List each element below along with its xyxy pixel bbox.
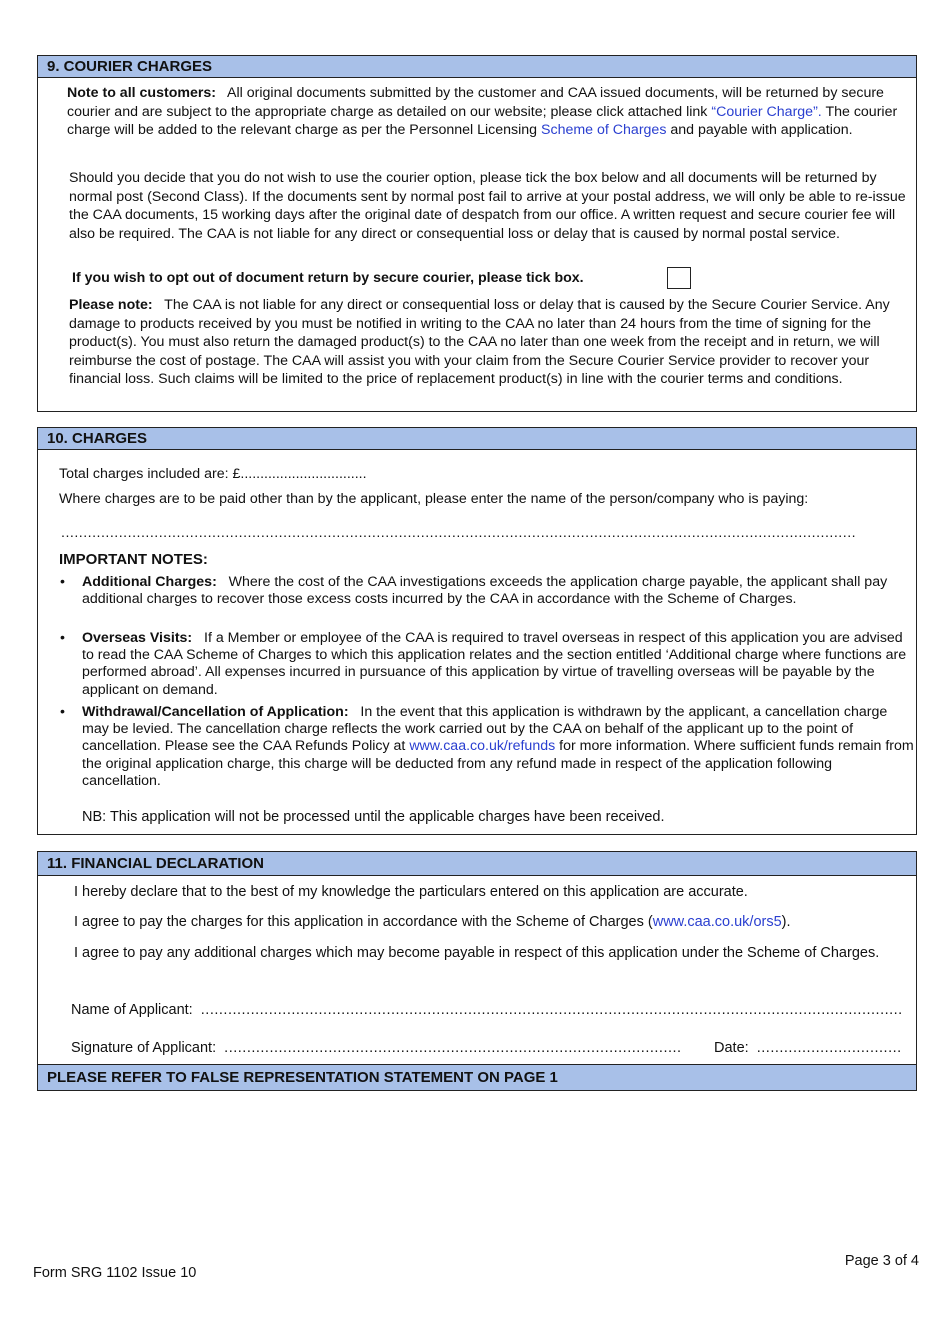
important-notes-heading: IMPORTANT NOTES: <box>59 551 208 568</box>
note-overseas-visits <box>82 630 912 699</box>
note-text-c: and payable with application. <box>670 122 853 139</box>
declaration-additional: I agree to pay any additional charges which may become payable in respect of this application under the Scheme of Charges. <box>74 945 880 961</box>
note-label: Note to all customers: <box>67 85 216 101</box>
refunds-link[interactable]: www.caa.co.uk/refunds <box>409 738 556 755</box>
scheme-of-charges-link[interactable]: Scheme of Charges <box>541 122 667 139</box>
section-financial-declaration <box>37 851 917 1091</box>
please-note-text: The CAA is not liable for any direct or consequential loss or delay that is caused by the Secure Courier Service. Any damage to products received by you must be notified in writing to the CAA no later than 24 hours from the time of signing for the product(s). You must also return the damaged product(s) to the CAA no later than one week from the receipt and in return, we will reimburse the cost of postage. The CAA will assist you with your claim from the Secure Courier Service provider to recover your financial loss. Such claims will be limited to the price of replacement product(s) in line with the courier terms and conditions. <box>69 297 890 388</box>
section-header: 11. FINANCIAL DECLARATION <box>38 852 916 876</box>
section-header: 10. CHARGES <box>38 428 916 450</box>
note-text: Where the cost of the CAA investigations exceeds the application charge payable, the applicant shall pay additional charges to recover those excess costs incurred by the CAA in accordance with the Scheme of Charges. <box>82 574 888 608</box>
please-note-label: Please note: <box>69 297 153 313</box>
please-note-paragraph <box>69 296 912 389</box>
false-representation-bar: PLEASE REFER TO FALSE REPRESENTATION STATEMENT ON PAGE 1 <box>38 1064 916 1090</box>
nb-note: NB: This application will not be processed until the applicable charges have been received. <box>82 809 665 825</box>
declaration-charges <box>74 913 894 932</box>
date-row <box>714 1039 904 1058</box>
note-text-a: In the event that this application is withdrawn by the applicant, a cancellation charge may be levied. The cancellation charge reflects the work carried out by the CAA on behalf of the applicant up to the point of cancellation. Please see the CAA Refunds Policy at <box>82 704 888 755</box>
opt-out-label: If you wish to opt out of document return by secure courier, please tick box. <box>72 270 584 286</box>
total-charges-field[interactable]: Total charges included are: £................................ <box>59 466 367 482</box>
courier-charge-link[interactable]: “Courier Charge”. <box>711 103 822 120</box>
payer-name-field[interactable]: ................................................................................................................................................................................... <box>61 525 857 541</box>
note-text: If a Member or employee of the CAA is required to travel overseas in respect of this application you are advised to read the CAA Scheme of Charges to which this application relates and the section entitled ‘Additional charge where functions are performed abroad’. All expenses incurred in pursuance of this application by virtue of travelling overseas will be payable by the applicant on demand. <box>82 630 907 698</box>
declaration-accuracy: I hereby declare that to the best of my knowledge the particulars entered on this application are accurate. <box>74 884 748 900</box>
section-charges <box>37 427 917 835</box>
note-text-b: The courier charge will be added to the relevant charge as per the Personnel Licensing <box>67 103 898 139</box>
note-to-customers <box>67 84 912 140</box>
section-courier-charges <box>37 55 917 412</box>
bullet: • <box>60 574 65 590</box>
date-field[interactable]: ................................ <box>756 1040 902 1056</box>
signature-field[interactable]: ..................................................................................................... <box>224 1040 682 1056</box>
page-number: Page 3 of 4 <box>844 1253 919 1269</box>
note-withdrawal <box>82 704 914 790</box>
section-header: 9. COURIER CHARGES <box>38 56 916 78</box>
note-text-a: All original documents submitted by the customer and CAA issued documents, will be returned by secure courier and are subject to the appropriate charge as detailed on our website; please click attached link <box>67 85 884 120</box>
form-id: Form SRG 1102 Issue 10 <box>33 1265 197 1281</box>
normal-post-paragraph: Should you decide that you do not wish to use the courier option, please tick the box below and all documents will be returned by normal post (Second Class). If the documents sent by normal post fail to arrive at your postal address, we will only be able to re-issue the CAA documents, 15 working days after the original date of despatch from our office. A written request and secure courier fee will also be required. The CAA is not liable for any direct or consequential loss or delay that is caused by normal postal service. <box>69 170 906 242</box>
declaration-text-b: ). <box>781 914 791 930</box>
signature-label: Signature of Applicant: <box>71 1040 217 1056</box>
note-label: Additional Charges: <box>82 574 217 590</box>
ors5-link[interactable]: www.caa.co.uk/ors5 <box>652 914 782 930</box>
bullet: • <box>60 704 65 720</box>
note-label: Overseas Visits: <box>82 630 193 646</box>
applicant-name-row <box>71 1001 911 1020</box>
note-text-b: for more information. Where sufficient funds remain from the original application charge, this charge will be deducted from any refund made in respect of the application following cancellation. <box>82 738 914 789</box>
note-additional-charges <box>82 574 912 608</box>
opt-out-checkbox[interactable] <box>667 267 691 289</box>
date-label: Date: <box>714 1040 749 1056</box>
applicant-name-field[interactable]: ........................................................................................................................................................... <box>200 1002 903 1018</box>
bullet: • <box>60 630 65 646</box>
payer-instruction: Where charges are to be paid other than by the applicant, please enter the name of the person/company who is paying: <box>59 491 809 507</box>
applicant-name-label: Name of Applicant: <box>71 1002 193 1018</box>
note-label: Withdrawal/Cancellation of Application: <box>82 704 349 720</box>
declaration-text-a: I agree to pay the charges for this application in accordance with the Scheme of Charges ( <box>74 914 653 930</box>
